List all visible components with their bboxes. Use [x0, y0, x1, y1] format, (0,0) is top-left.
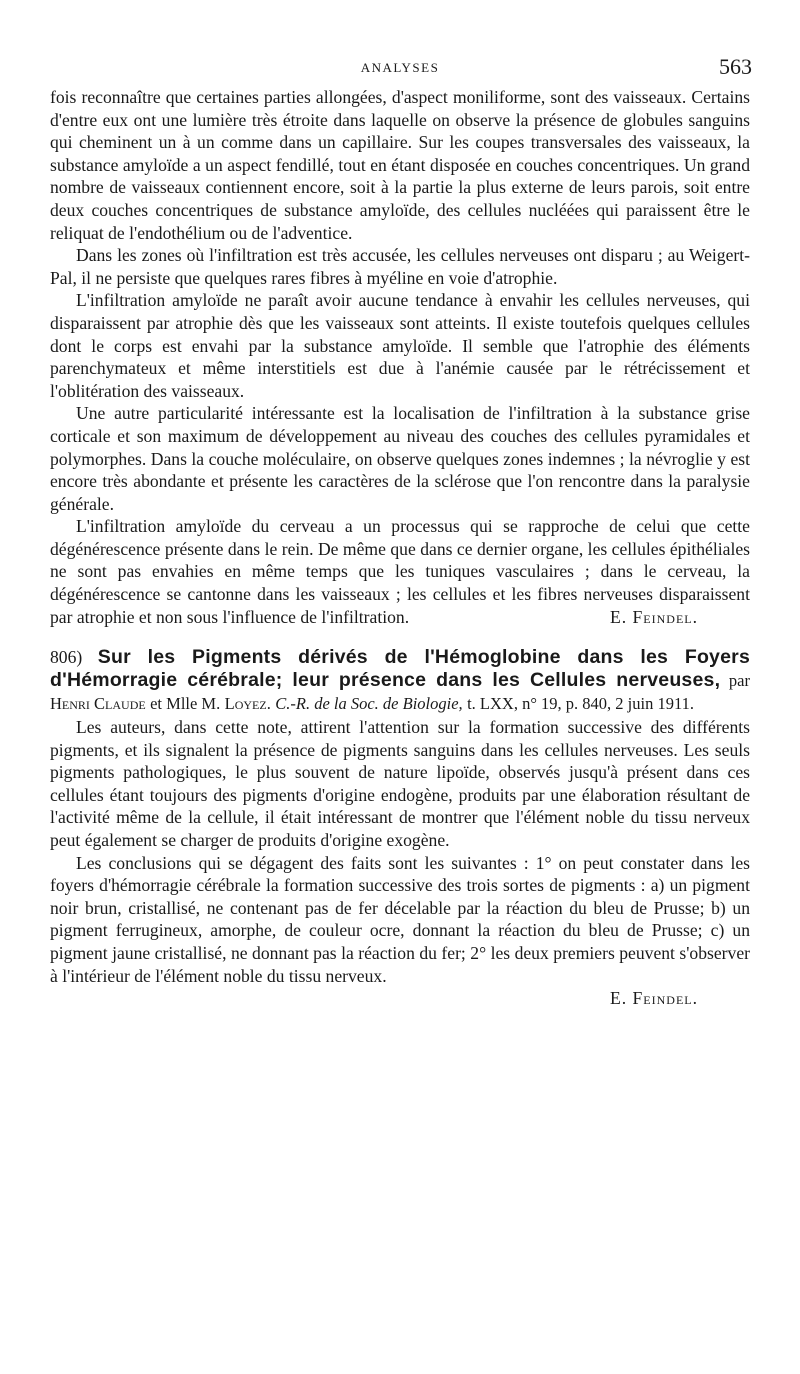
paragraph: fois reconnaître que certaines parties allongées, d'aspect moniliforme, sont des vaisseaux. Certains d'entre eux ont une lumière très étroite dans laquelle on observe la présence de globules sanguins qui cheminent un à un comme dans un capillaire. Sur les coupes transversales des vaisseaux, la substance amyloïde a un aspect fendillé, tout en étant disposée en couches concentriques. Un grand nombre de vaisseaux contiennent encore, soit à la partie la plus externe de leurs parois, soit entre deux couches concentriques de substance amyloïde, des cellules nucléées qui paraissent être le reliquat de l'endothélium ou de l'adventice.	[50, 87, 750, 243]
entry-number: 806)	[50, 647, 83, 668]
paragraph-with-signature	[50, 515, 750, 628]
paragraph: Dans les zones où l'infiltration est très accusée, les cellules nerveuses ont disparu ; au Weigert-Pal, il ne persiste que quelques rares fibres à myéline en voie d'atrophie.	[50, 245, 750, 288]
running-head	[0, 54, 800, 82]
paragraph: Les auteurs, dans cette note, attirent l'attention sur la formation successive des différents pigments, et ils signalent la présence de pigments sanguins dans les cellules nerveuses. Les seuls pigments pathologiques, le plus souvent de nature lipoïde, observés jusqu'à présent dans ces cellules étant toujours des pigments d'origine endogène, produits par une élaboration résultant de l'activité même de la cellule, il était intéressant de montrer que l'élément noble du tissu nerveux peut également se charger de produits d'origine exogène.	[50, 717, 750, 850]
running-title: ANALYSES	[360, 60, 440, 75]
entry-by: par	[728, 670, 750, 690]
paragraph: Une autre particularité intéressante est la localisation de l'infiltration à la substance grise corticale et son maximum de développement au niveau des couches des cellules pyramidales et polymorphes. Dans la couche moléculaire, on observe quelques zones indemnes ; la névroglie y est encore très abondante et présente les caractères de la sclérose que l'on rencontre dans la paralysie générale.	[50, 403, 750, 514]
bibliographic-entry	[50, 646, 750, 716]
entry-title: Sur les Pigments dérivés de l'Hémoglobine dans les Foyers d'Hémorragie cérébrale; leur présence dans les Cellules nerveuses,	[50, 646, 750, 691]
entry-journal: C.-R. de la Soc. de Biologie,	[275, 694, 463, 714]
paragraph: L'infiltration amyloïde ne paraît avoir aucune tendance à envahir les cellules nerveuses, qui disparaissent par atrophie dès que les vaisseaux sont atteints. Il existe toutefois quelques cellules dont le corps est envahi par la substance amyloïde. Il semble que l'atrophie des éléments parenchymateux et même interstitiels est due à l'anémie causée par le rétrécissement et l'oblitération des vaisseaux.	[50, 290, 750, 401]
signature: E. Feindel.	[609, 606, 698, 627]
paragraph-text: L'infiltration amyloïde du cerveau a un processus qui se rapproche de celui que cette dégénérescence présente dans le rein. De même que dans ce dernier organe, les cellules épithéliales ne sont pas envahies en même temps que les tuniques vasculaires ; dans le cerveau, la dégénérescence se cantonne dans les vaisseaux ; les cellules et les fibres nerveuses disparaissent par atrophie et non sous l'influence de l'infiltration.	[50, 516, 750, 627]
entry-and: et Mlle M.	[150, 694, 221, 714]
page-number: 563	[719, 54, 752, 79]
paragraph: Les conclusions qui se dégagent des faits sont les suivantes : 1° on peut constater dans les foyers d'hémorragie cérébrale la formation successive des trois sortes de pigments : a) un pigment noir brun, cristallisé, ne contenant pas de fer décelable par la réaction du bleu de Prusse; b) un pigment ferrugineux, amorphe, de couleur ocre, donnant la réaction du bleu de Prusse; c) un pigment jaune cristallisé, ne donnant pas la réaction du fer; 2° les deux premiers peuvent s'observer à l'intérieur de l'élément noble du tissu nerveux.	[50, 852, 750, 986]
entry-author: Loyez.	[224, 694, 271, 714]
entry-author: Henri Claude	[50, 694, 146, 714]
entry-citation: t. LXX, n° 19, p. 840, 2 juin 1911.	[467, 694, 694, 714]
signature: E. Feindel.	[609, 988, 698, 1009]
article-body	[50, 86, 750, 1010]
